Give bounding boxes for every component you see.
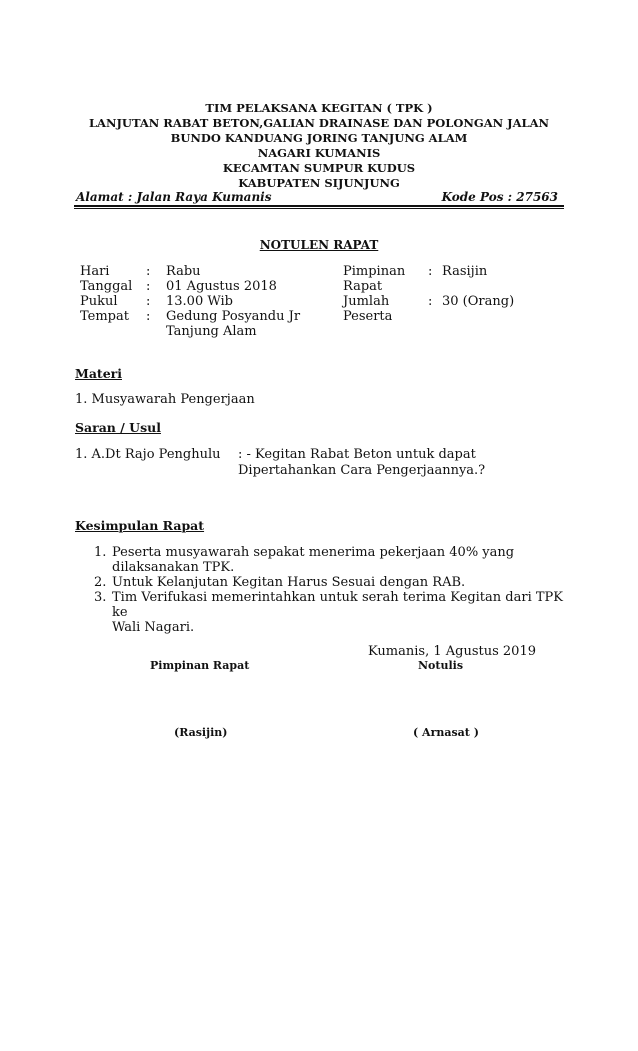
kesimpulan-heading: Kesimpulan Rapat	[75, 518, 205, 533]
list-text: Tim Verifukasi memerintahkan untuk serah terima Kegitan dari TPK ke	[112, 590, 563, 620]
colon: :	[146, 264, 151, 279]
tanggal-value: 01 Agustus 2018	[166, 279, 277, 294]
list-text-cont: Wali Nagari.	[112, 620, 195, 635]
place-date: Kumanis, 1 Agustus 2019	[368, 644, 536, 659]
list-text-cont: dilaksanakan TPK.	[112, 560, 235, 575]
jumlah-label: Jumlah	[343, 294, 390, 309]
pukul-value: 13.00 Wib	[166, 294, 233, 309]
list-number: 2.	[94, 575, 107, 590]
list-item	[94, 590, 564, 635]
address: Alamat : Jalan Raya Kumanis	[76, 190, 272, 204]
saran-heading: Saran / Usul	[75, 420, 161, 435]
saran-person: 1. A.Dt Rajo Penghulu	[75, 447, 221, 462]
hari-label: Hari	[80, 264, 110, 279]
letterhead-line: BUNDO KANDUANG JORING TANJUNG ALAM	[170, 131, 468, 145]
colon: :	[146, 294, 151, 309]
postcode: Kode Pos : 27563	[441, 190, 558, 204]
address-line	[76, 190, 558, 204]
tempat-label: Tempat	[80, 309, 129, 324]
list-text: Peserta musyawarah sepakat menerima pekerjaan 40% yang	[112, 545, 515, 560]
tempat-value-cont: Tanjung Alam	[166, 324, 257, 339]
pimpinan-value: Rasijin	[442, 264, 488, 279]
colon: :	[146, 279, 151, 294]
letterhead-line: LANJUTAN RABAT BETON,GALIAN DRAINASE DAN POLONGAN JALAN	[88, 116, 550, 130]
list-item	[94, 545, 564, 575]
letterhead	[60, 101, 578, 191]
list-number: 3.	[94, 590, 107, 605]
jumlah-value: 30 (Orang)	[442, 294, 515, 309]
letterhead-line: KABUPATEN SIJUNJUNG	[238, 176, 400, 190]
kesimpulan-list	[94, 545, 564, 635]
list-item	[94, 575, 564, 590]
notulis-name: ( Arnasat )	[413, 726, 479, 739]
jumlah-label-cont: Peserta	[343, 309, 393, 324]
pimpinan-name: (Rasijin)	[174, 726, 228, 739]
pimpinan-label-cont: Rapat	[343, 279, 383, 294]
pimpinan-label: Pimpinan	[343, 264, 406, 279]
pukul-label: Pukul	[80, 294, 118, 309]
colon: :	[428, 294, 433, 309]
list-text: Untuk Kelanjutan Kegitan Harus Sesuai dengan RAB.	[112, 575, 466, 590]
saran-text: : - Kegitan Rabat Beton untuk dapat	[238, 447, 476, 462]
hari-value: Rabu	[166, 264, 201, 279]
materi-heading: Materi	[75, 366, 122, 381]
materi-item: 1. Musyawarah Pengerjaan	[75, 392, 255, 407]
colon: :	[428, 264, 433, 279]
tanggal-label: Tanggal	[80, 279, 133, 294]
header-rule-thick	[74, 205, 564, 207]
header-rule-thin	[74, 208, 564, 209]
letterhead-line: NAGARI KUMANIS	[257, 146, 381, 160]
notulis-role: Notulis	[418, 659, 464, 672]
pimpinan-rapat-role: Pimpinan Rapat	[150, 659, 250, 672]
letterhead-line: TIM PELAKSANA KEGITAN ( TPK )	[205, 101, 433, 115]
document-title: NOTULEN RAPAT	[259, 238, 379, 252]
tempat-value: Gedung Posyandu Jr	[166, 309, 301, 324]
colon: :	[146, 309, 151, 324]
list-number: 1.	[94, 545, 107, 560]
letterhead-line: KECAMTAN SUMPUR KUDUS	[222, 161, 416, 175]
saran-text-cont: Dipertahankan Cara Pengerjaannya.?	[238, 463, 486, 478]
